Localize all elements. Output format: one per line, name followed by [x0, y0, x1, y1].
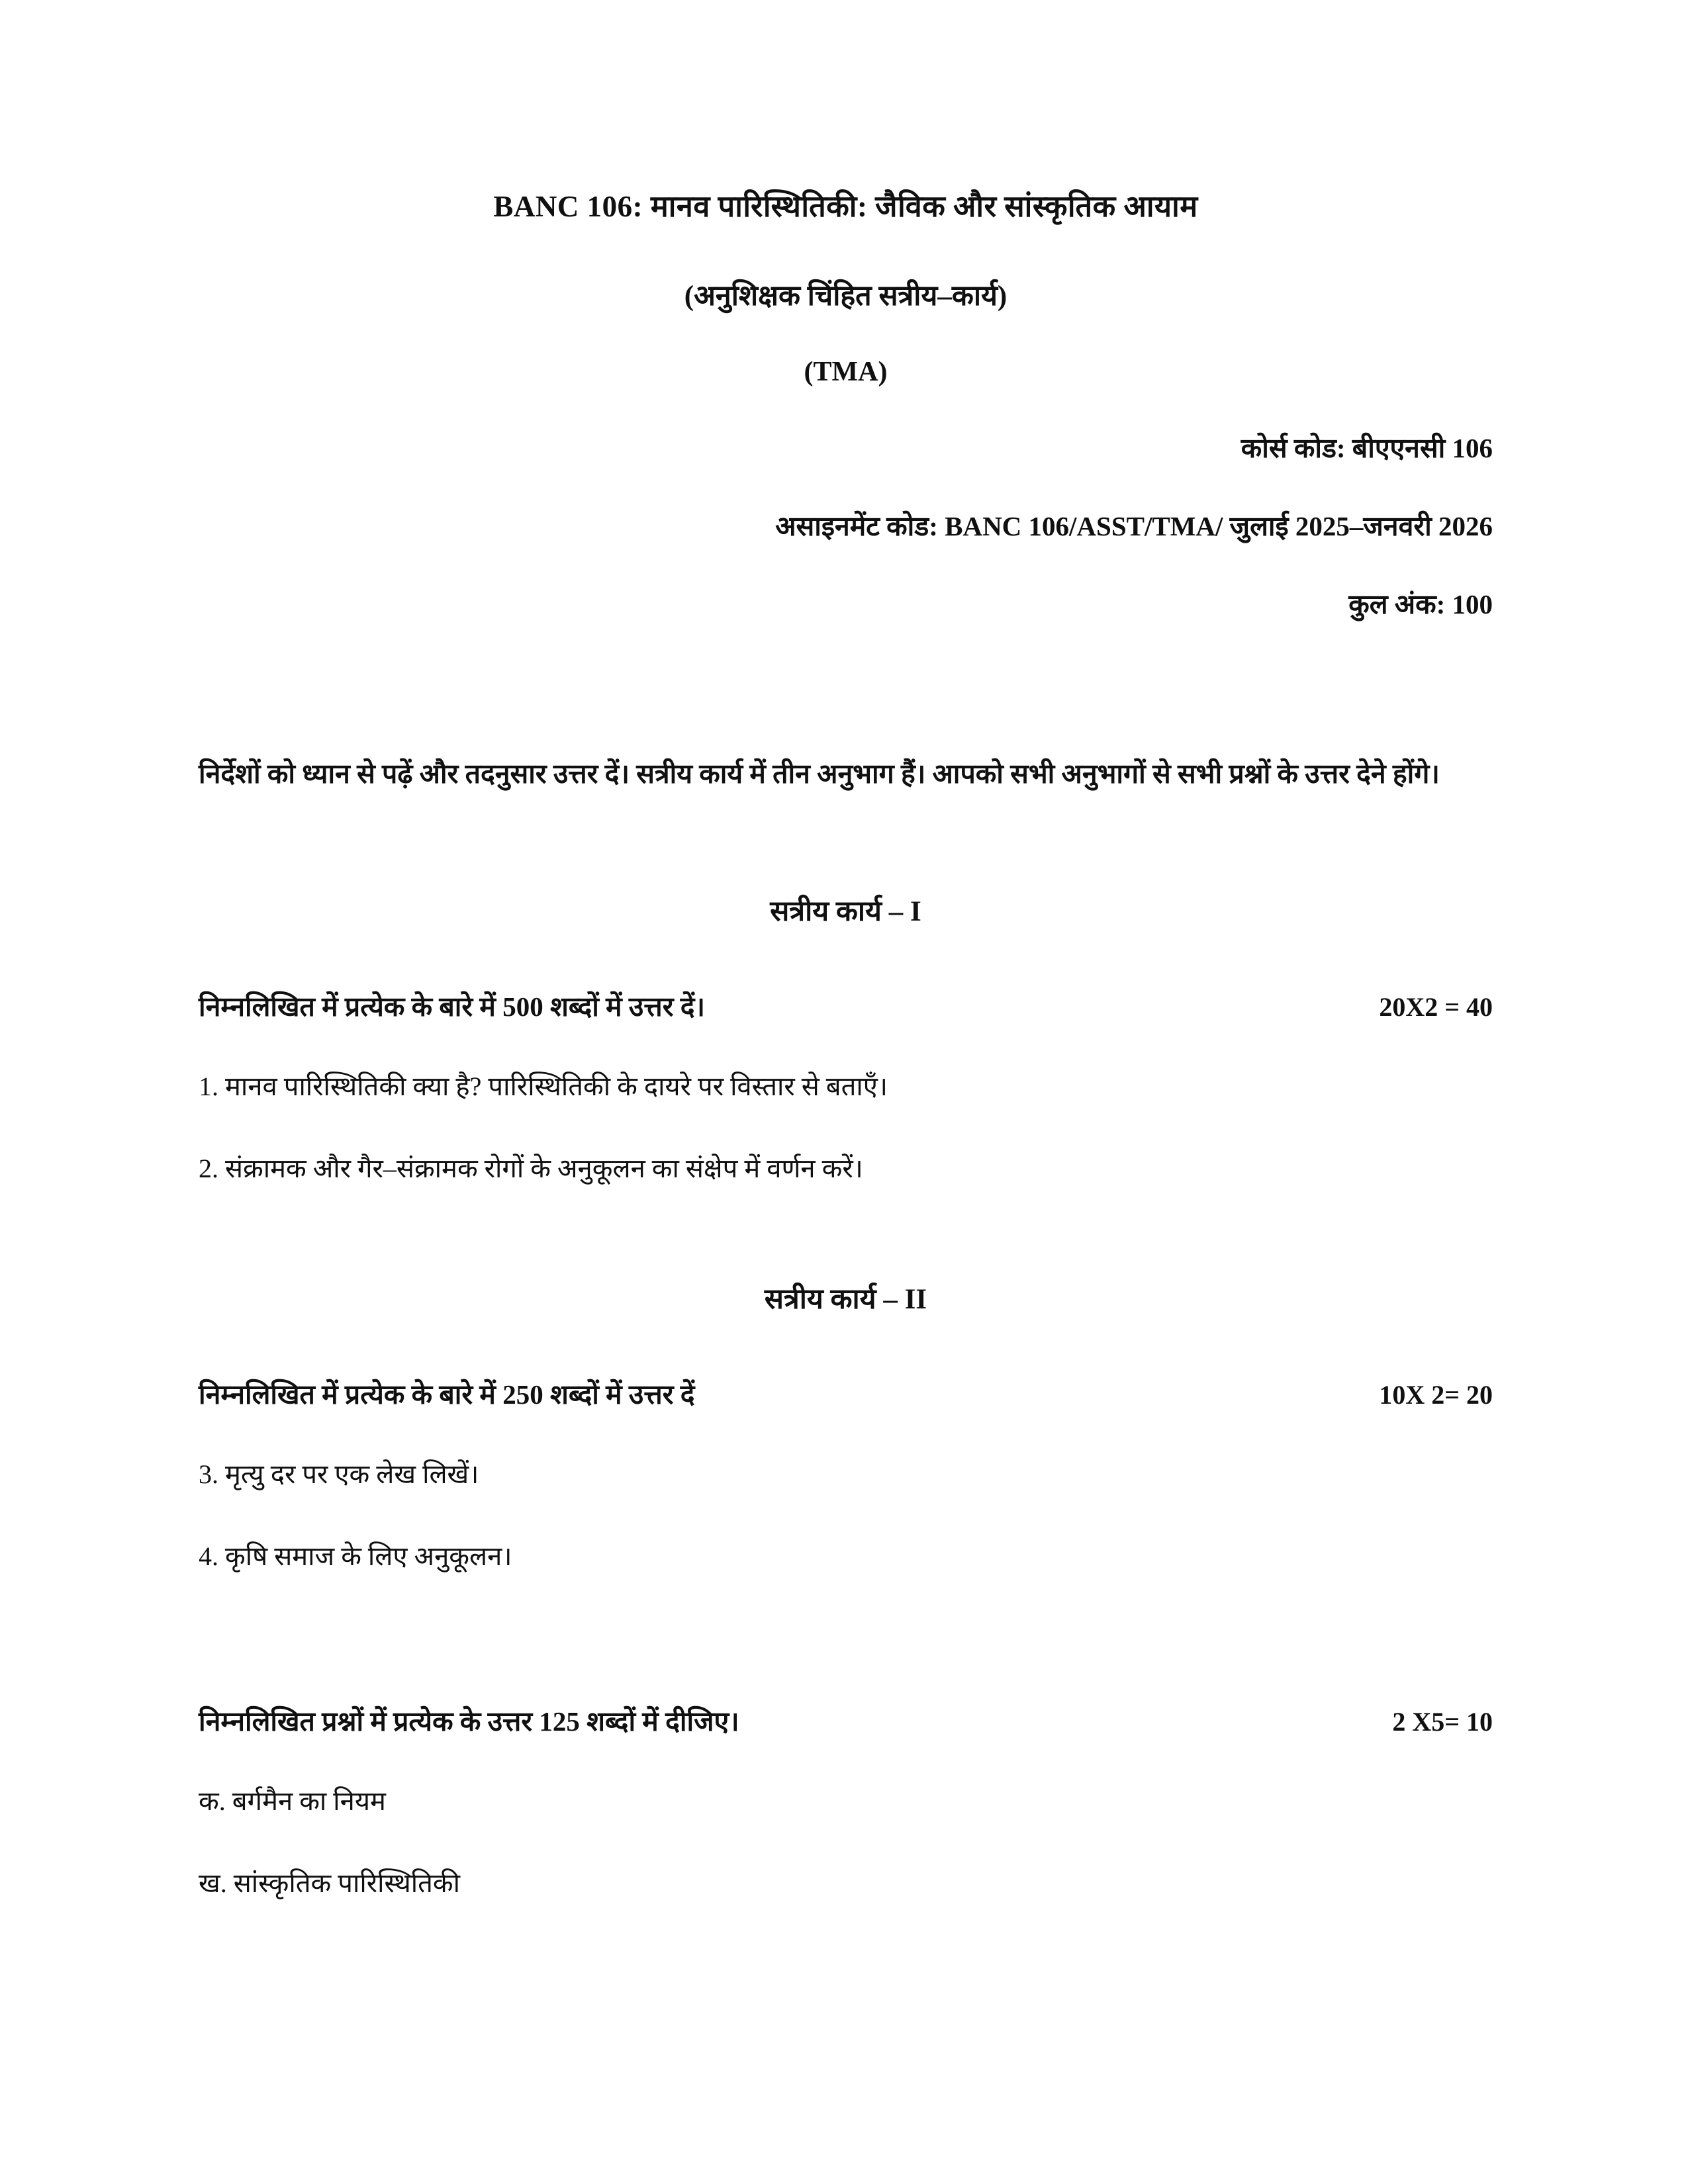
assignment-code-line: असाइनमेंट कोड: BANC 106/ASST/TMA/ जुलाई 2025–जनवरी 2026	[775, 511, 1493, 541]
short-answers-prompt: निम्नलिखित प्रश्नों में प्रत्येक के उत्तर 125 शब्दों में दीजिए।	[199, 1706, 739, 1737]
section-assignment-1	[199, 890, 1493, 1189]
question-3: 3. मृत्यु दर पर एक लेख लिखें।	[199, 1459, 479, 1489]
course-title: BANC 106: मानव पारिस्थितिकी: जैविक और सांस्कृतिक आयाम	[493, 190, 1198, 223]
short-answers-marks: 2 X5= 10	[1392, 1706, 1493, 1737]
section-2-prompt: निम्नलिखित में प्रत्येक के बारे में 250 शब्दों में उत्तर दें	[199, 1379, 695, 1410]
short-answers-prompt-row	[199, 1702, 1493, 1739]
assignment-type-subtitle: (अनुशिक्षक चिंहित सत्रीय–कार्य)	[684, 281, 1008, 312]
question-4: 4. कृषि समाज के लिए अनुकूलन।	[199, 1541, 512, 1571]
tma-abbreviation: (TMA)	[804, 357, 888, 387]
section-1-prompt: निम्नलिखित में प्रत्येक के बारे में 500 शब्दों में उत्तर दें।	[199, 991, 706, 1022]
section-short-answers	[199, 1702, 1493, 1903]
question-2: 2. संक्रामक और गैर–संक्रामक रोगों के अनुकूलन का संक्षेप में वर्णन करें।	[199, 1153, 863, 1183]
section-2-heading: सत्रीय कार्य – II	[764, 1283, 927, 1315]
total-marks-line: कुल अंक: 100	[1348, 589, 1493, 619]
section-assignment-2	[199, 1278, 1493, 1576]
section-2-marks: 10X 2= 20	[1379, 1379, 1493, 1410]
section-1-prompt-row	[199, 987, 1493, 1024]
section-2-prompt-row	[199, 1375, 1493, 1412]
course-code-line: कोर्स कोड: बीएएनसी 106	[1241, 433, 1493, 463]
question-1: 1. मानव पारिस्थितिकी क्या है? पारिस्थितिकी के दायरे पर विस्तार से बताएँ।	[199, 1071, 888, 1101]
question-ka: क. बर्गमैन का नियम	[199, 1786, 386, 1816]
section-1-heading: सत्रीय कार्य – I	[770, 895, 921, 927]
question-kha: ख. सांस्कृतिक पारिस्थितिकी	[199, 1868, 460, 1898]
document-header	[199, 185, 1493, 622]
section-1-marks: 20X2 = 40	[1379, 991, 1493, 1022]
instructions-paragraph: निर्देशों को ध्यान से पढ़ें और तदनुसार उत्तर दें। सत्रीय कार्य में तीन अनुभाग हैं। आपको सभी अनुभागों से सभी प्रश्नों के उत्तर देने होंगे।	[199, 758, 1440, 789]
